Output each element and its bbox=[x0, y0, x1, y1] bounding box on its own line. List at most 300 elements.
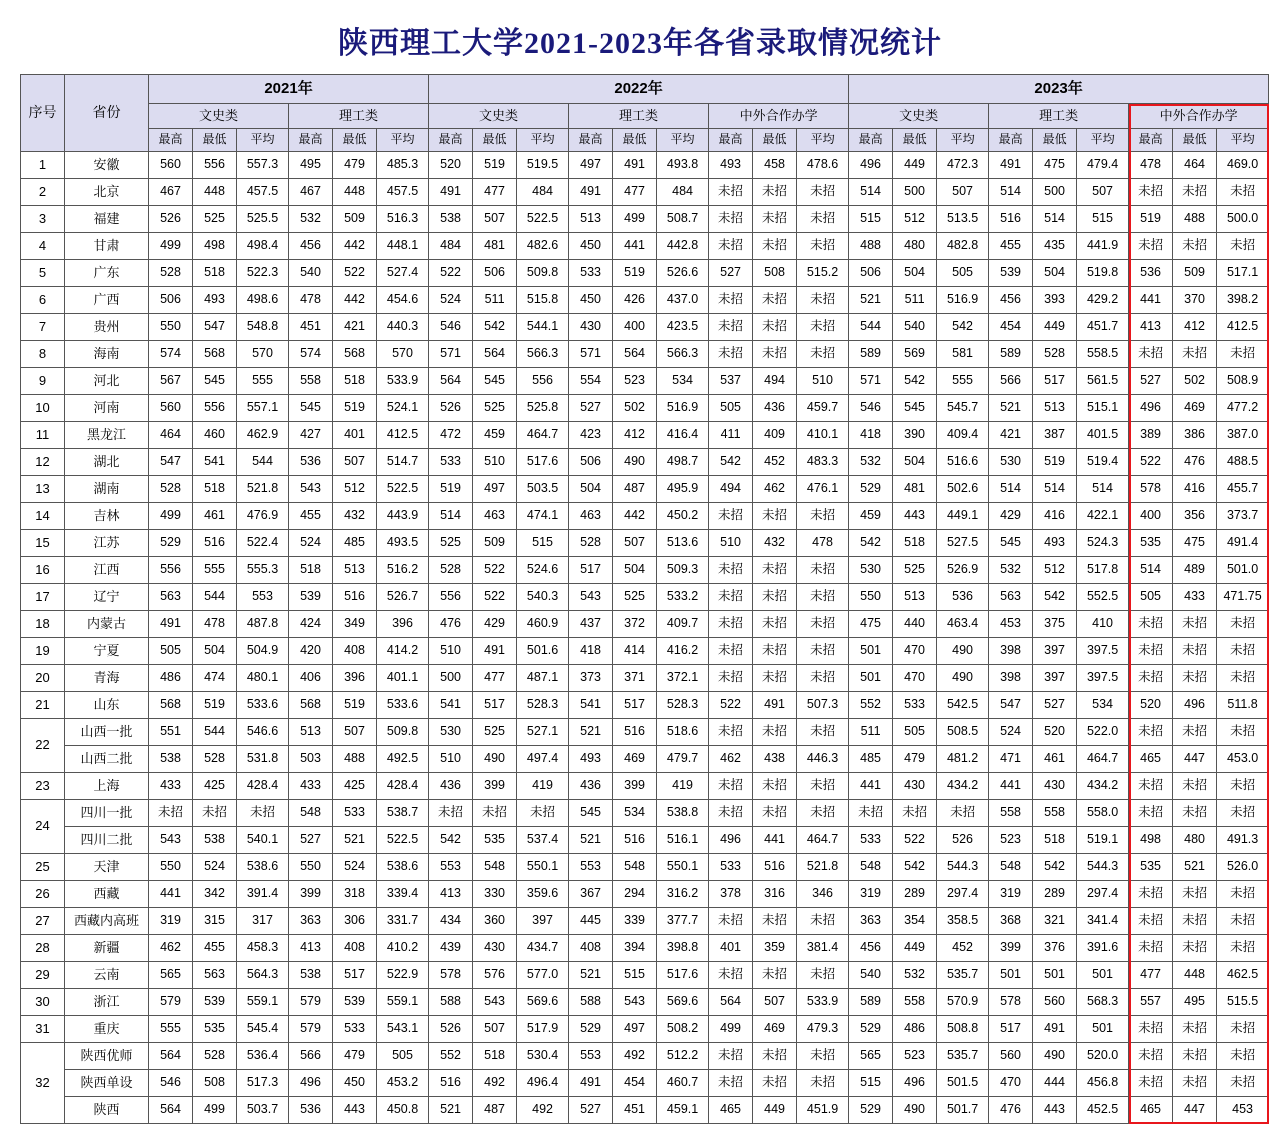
score-cell: 538.8 bbox=[657, 800, 709, 827]
score-cell: 513 bbox=[289, 719, 333, 746]
score-cell: 未招 bbox=[1129, 341, 1173, 368]
score-cell: 496 bbox=[709, 827, 753, 854]
score-cell: 459.1 bbox=[657, 1097, 709, 1124]
score-cell: 523 bbox=[613, 368, 657, 395]
score-cell: 421 bbox=[989, 422, 1033, 449]
score-cell: 未招 bbox=[753, 206, 797, 233]
score-cell: 482.6 bbox=[517, 233, 569, 260]
score-cell: 未招 bbox=[1129, 233, 1173, 260]
row-province: 重庆 bbox=[65, 1016, 149, 1043]
score-cell: 421 bbox=[333, 314, 377, 341]
score-cell: 533 bbox=[429, 449, 473, 476]
header-sub-2-1: 最低 bbox=[473, 129, 517, 152]
score-cell: 未招 bbox=[1173, 881, 1217, 908]
score-cell: 538.7 bbox=[377, 800, 429, 827]
score-cell: 456 bbox=[849, 935, 893, 962]
score-cell: 未招 bbox=[753, 773, 797, 800]
row-index: 1 bbox=[21, 152, 65, 179]
score-cell: 439 bbox=[429, 935, 473, 962]
score-cell: 517 bbox=[1033, 368, 1077, 395]
score-cell: 501 bbox=[1033, 962, 1077, 989]
score-cell: 490 bbox=[473, 746, 517, 773]
score-cell: 406 bbox=[289, 665, 333, 692]
score-cell: 526 bbox=[429, 395, 473, 422]
score-cell: 517 bbox=[569, 557, 613, 584]
score-cell: 412 bbox=[613, 422, 657, 449]
score-cell: 464.7 bbox=[797, 827, 849, 854]
score-cell: 539 bbox=[333, 989, 377, 1016]
score-cell: 437.0 bbox=[657, 287, 709, 314]
row-province: 广西 bbox=[65, 287, 149, 314]
score-cell: 533 bbox=[849, 827, 893, 854]
score-cell: 522.5 bbox=[377, 476, 429, 503]
score-cell: 465 bbox=[1129, 1097, 1173, 1124]
score-cell: 542 bbox=[937, 314, 989, 341]
score-cell: 未招 bbox=[1217, 1043, 1269, 1070]
header-2022-ligong: 理工类 bbox=[569, 104, 709, 129]
score-cell: 470 bbox=[893, 665, 937, 692]
score-cell: 495 bbox=[1173, 989, 1217, 1016]
score-cell: 未招 bbox=[797, 800, 849, 827]
score-cell: 479.3 bbox=[797, 1016, 849, 1043]
header-sub-0-0: 最高 bbox=[149, 129, 193, 152]
row-province: 湖南 bbox=[65, 476, 149, 503]
score-cell: 559.1 bbox=[377, 989, 429, 1016]
score-cell: 541 bbox=[569, 692, 613, 719]
score-cell: 426 bbox=[613, 287, 657, 314]
score-cell: 289 bbox=[1033, 881, 1077, 908]
score-cell: 未招 bbox=[797, 287, 849, 314]
score-cell: 未招 bbox=[753, 1043, 797, 1070]
score-cell: 558 bbox=[893, 989, 937, 1016]
score-cell: 474.1 bbox=[517, 503, 569, 530]
score-cell: 481.2 bbox=[937, 746, 989, 773]
score-cell: 401 bbox=[333, 422, 377, 449]
score-cell: 517.3 bbox=[237, 1070, 289, 1097]
score-cell: 547 bbox=[193, 314, 237, 341]
score-cell: 509.8 bbox=[377, 719, 429, 746]
score-cell: 521 bbox=[569, 827, 613, 854]
score-cell: 未招 bbox=[1217, 233, 1269, 260]
score-cell: 510 bbox=[709, 530, 753, 557]
score-cell: 356 bbox=[1173, 503, 1217, 530]
score-cell: 497 bbox=[613, 1016, 657, 1043]
score-cell: 491 bbox=[473, 638, 517, 665]
score-cell: 501.6 bbox=[517, 638, 569, 665]
score-cell: 未招 bbox=[753, 557, 797, 584]
score-cell: 475 bbox=[1173, 530, 1217, 557]
score-cell: 515.2 bbox=[797, 260, 849, 287]
score-cell: 未招 bbox=[1129, 611, 1173, 638]
score-cell: 461 bbox=[193, 503, 237, 530]
score-cell: 371 bbox=[613, 665, 657, 692]
score-cell: 515.1 bbox=[1077, 395, 1129, 422]
score-cell: 434.2 bbox=[1077, 773, 1129, 800]
score-cell: 556 bbox=[517, 368, 569, 395]
score-cell: 未招 bbox=[797, 908, 849, 935]
score-cell: 526.7 bbox=[377, 584, 429, 611]
row-index: 25 bbox=[21, 854, 65, 881]
score-cell: 未招 bbox=[1217, 179, 1269, 206]
score-cell: 493 bbox=[709, 152, 753, 179]
score-cell: 436 bbox=[753, 395, 797, 422]
score-cell: 未招 bbox=[797, 233, 849, 260]
score-cell: 485.3 bbox=[377, 152, 429, 179]
table-row bbox=[21, 800, 1269, 827]
row-province: 山西二批 bbox=[65, 746, 149, 773]
score-cell: 349 bbox=[333, 611, 377, 638]
score-cell: 289 bbox=[893, 881, 937, 908]
score-cell: 未招 bbox=[797, 584, 849, 611]
score-cell: 541 bbox=[193, 449, 237, 476]
table-row bbox=[21, 179, 1269, 206]
score-cell: 507 bbox=[753, 989, 797, 1016]
score-cell: 555 bbox=[937, 368, 989, 395]
score-cell: 428.4 bbox=[377, 773, 429, 800]
header-2022-wenshi: 文史类 bbox=[429, 104, 569, 129]
score-cell: 506 bbox=[569, 449, 613, 476]
score-cell: 479.4 bbox=[1077, 152, 1129, 179]
table-row bbox=[21, 962, 1269, 989]
score-cell: 399 bbox=[613, 773, 657, 800]
score-cell: 未招 bbox=[709, 638, 753, 665]
score-cell: 未招 bbox=[1217, 881, 1269, 908]
score-cell: 568.3 bbox=[1077, 989, 1129, 1016]
score-cell: 499 bbox=[709, 1016, 753, 1043]
score-cell: 449.1 bbox=[937, 503, 989, 530]
header-sub-3-1: 最低 bbox=[613, 129, 657, 152]
score-cell: 496 bbox=[849, 152, 893, 179]
score-cell: 551 bbox=[149, 719, 193, 746]
score-cell: 442 bbox=[333, 233, 377, 260]
score-cell: 498.4 bbox=[237, 233, 289, 260]
score-cell: 505 bbox=[893, 719, 937, 746]
score-cell: 505 bbox=[1129, 584, 1173, 611]
header-2021-ligong: 理工类 bbox=[289, 104, 429, 129]
score-cell: 569.6 bbox=[657, 989, 709, 1016]
score-cell: 453.0 bbox=[1217, 746, 1269, 773]
score-cell: 508.2 bbox=[657, 1016, 709, 1043]
score-cell: 471 bbox=[989, 746, 1033, 773]
score-cell: 435 bbox=[1033, 233, 1077, 260]
score-cell: 524.6 bbox=[517, 557, 569, 584]
header-sub-6-1: 最低 bbox=[1033, 129, 1077, 152]
score-cell: 477 bbox=[473, 665, 517, 692]
row-index: 5 bbox=[21, 260, 65, 287]
score-cell: 519.5 bbox=[517, 152, 569, 179]
score-cell: 514 bbox=[849, 179, 893, 206]
score-cell: 529 bbox=[849, 1097, 893, 1124]
score-cell: 519.1 bbox=[1077, 827, 1129, 854]
score-cell: 487 bbox=[473, 1097, 517, 1124]
table-row bbox=[21, 395, 1269, 422]
score-cell: 522.9 bbox=[377, 962, 429, 989]
score-cell: 375 bbox=[1033, 611, 1077, 638]
score-cell: 494 bbox=[753, 368, 797, 395]
score-cell: 未招 bbox=[1217, 638, 1269, 665]
score-cell: 538 bbox=[289, 962, 333, 989]
score-cell: 491 bbox=[753, 692, 797, 719]
score-cell: 未招 bbox=[709, 1070, 753, 1097]
score-cell: 458 bbox=[753, 152, 797, 179]
score-cell: 589 bbox=[849, 341, 893, 368]
score-cell: 508 bbox=[753, 260, 797, 287]
score-cell: 496 bbox=[1173, 692, 1217, 719]
score-cell: 430 bbox=[1033, 773, 1077, 800]
score-cell: 441 bbox=[1129, 287, 1173, 314]
score-cell: 未招 bbox=[1217, 719, 1269, 746]
score-cell: 未招 bbox=[753, 287, 797, 314]
score-cell: 453 bbox=[1217, 1097, 1269, 1124]
score-cell: 496 bbox=[1129, 395, 1173, 422]
score-cell: 未招 bbox=[753, 179, 797, 206]
score-cell: 542 bbox=[429, 827, 473, 854]
score-cell: 446.3 bbox=[797, 746, 849, 773]
score-cell: 544 bbox=[237, 449, 289, 476]
score-cell: 未招 bbox=[753, 233, 797, 260]
score-cell: 未招 bbox=[709, 206, 753, 233]
score-cell: 479.7 bbox=[657, 746, 709, 773]
score-cell: 543 bbox=[473, 989, 517, 1016]
score-cell: 359 bbox=[753, 935, 797, 962]
score-cell: 509 bbox=[1173, 260, 1217, 287]
score-cell: 537 bbox=[709, 368, 753, 395]
score-cell: 未招 bbox=[1173, 1043, 1217, 1070]
score-cell: 510 bbox=[797, 368, 849, 395]
row-province: 黑龙江 bbox=[65, 422, 149, 449]
score-cell: 525 bbox=[473, 395, 517, 422]
score-cell: 545 bbox=[893, 395, 937, 422]
score-cell: 未招 bbox=[517, 800, 569, 827]
score-cell: 未招 bbox=[753, 638, 797, 665]
score-cell: 433 bbox=[1173, 584, 1217, 611]
score-cell: 455 bbox=[289, 503, 333, 530]
score-cell: 445 bbox=[569, 908, 613, 935]
score-cell: 未招 bbox=[709, 773, 753, 800]
header-year-2023: 2023年 bbox=[849, 75, 1269, 104]
score-cell: 363 bbox=[849, 908, 893, 935]
score-cell: 521 bbox=[849, 287, 893, 314]
score-cell: 542.5 bbox=[937, 692, 989, 719]
score-cell: 513 bbox=[333, 557, 377, 584]
score-cell: 522 bbox=[709, 692, 753, 719]
score-cell: 519 bbox=[613, 260, 657, 287]
score-cell: 487 bbox=[613, 476, 657, 503]
score-cell: 未招 bbox=[1129, 1070, 1173, 1097]
score-cell: 571 bbox=[429, 341, 473, 368]
score-cell: 548.8 bbox=[237, 314, 289, 341]
score-cell: 527 bbox=[289, 827, 333, 854]
score-cell: 556 bbox=[193, 395, 237, 422]
score-cell: 409 bbox=[753, 422, 797, 449]
row-index: 20 bbox=[21, 665, 65, 692]
row-province: 湖北 bbox=[65, 449, 149, 476]
score-cell: 518 bbox=[333, 368, 377, 395]
row-province: 陕西单设 bbox=[65, 1070, 149, 1097]
score-cell: 553 bbox=[237, 584, 289, 611]
score-cell: 544 bbox=[193, 719, 237, 746]
score-cell: 528 bbox=[193, 1043, 237, 1070]
score-cell: 558.0 bbox=[1077, 800, 1129, 827]
table-row bbox=[21, 314, 1269, 341]
score-cell: 未招 bbox=[1217, 1016, 1269, 1043]
header-sub-5-1: 最低 bbox=[893, 129, 937, 152]
score-cell: 536 bbox=[289, 449, 333, 476]
row-province: 河南 bbox=[65, 395, 149, 422]
score-cell: 533 bbox=[893, 692, 937, 719]
score-cell: 553 bbox=[569, 854, 613, 881]
score-cell: 416 bbox=[1033, 503, 1077, 530]
score-cell: 319 bbox=[989, 881, 1033, 908]
score-cell: 429 bbox=[473, 611, 517, 638]
score-cell: 536.4 bbox=[237, 1043, 289, 1070]
score-cell: 399 bbox=[989, 935, 1033, 962]
score-cell: 491 bbox=[989, 152, 1033, 179]
score-cell: 479 bbox=[333, 152, 377, 179]
score-cell: 515 bbox=[849, 1070, 893, 1097]
score-cell: 508.7 bbox=[657, 206, 709, 233]
header-sub-5-0: 最高 bbox=[849, 129, 893, 152]
score-cell: 544.3 bbox=[1077, 854, 1129, 881]
header-sub-2-0: 最高 bbox=[429, 129, 473, 152]
row-index: 22 bbox=[21, 719, 65, 773]
score-cell: 510 bbox=[429, 638, 473, 665]
score-cell: 394 bbox=[613, 935, 657, 962]
score-cell: 未招 bbox=[753, 908, 797, 935]
score-cell: 418 bbox=[569, 638, 613, 665]
table-row bbox=[21, 1070, 1269, 1097]
score-cell: 418 bbox=[849, 422, 893, 449]
score-cell: 501.0 bbox=[1217, 557, 1269, 584]
score-cell: 456.8 bbox=[1077, 1070, 1129, 1097]
score-cell: 475 bbox=[1033, 152, 1077, 179]
header-sub-3-2: 平均 bbox=[657, 129, 709, 152]
score-cell: 476 bbox=[429, 611, 473, 638]
score-cell: 501.5 bbox=[937, 1070, 989, 1097]
score-cell: 519 bbox=[333, 395, 377, 422]
score-cell: 未招 bbox=[797, 773, 849, 800]
score-cell: 501 bbox=[989, 962, 1033, 989]
score-cell: 422.1 bbox=[1077, 503, 1129, 530]
row-province: 贵州 bbox=[65, 314, 149, 341]
score-cell: 未招 bbox=[1129, 773, 1173, 800]
row-index: 2 bbox=[21, 179, 65, 206]
score-cell: 529 bbox=[849, 476, 893, 503]
score-cell: 390 bbox=[893, 422, 937, 449]
score-cell: 546 bbox=[149, 1070, 193, 1097]
score-cell: 589 bbox=[849, 989, 893, 1016]
score-cell: 528 bbox=[429, 557, 473, 584]
score-cell: 442 bbox=[333, 287, 377, 314]
score-cell: 499 bbox=[149, 503, 193, 530]
header-province: 省份 bbox=[65, 75, 149, 152]
score-cell: 462 bbox=[149, 935, 193, 962]
score-cell: 509 bbox=[333, 206, 377, 233]
score-cell: 318 bbox=[333, 881, 377, 908]
row-index: 24 bbox=[21, 800, 65, 854]
score-cell: 507 bbox=[613, 530, 657, 557]
score-cell: 490 bbox=[613, 449, 657, 476]
score-cell: 557.1 bbox=[237, 395, 289, 422]
score-cell: 未招 bbox=[797, 179, 849, 206]
header-row-year bbox=[21, 75, 1269, 104]
score-cell: 未招 bbox=[1173, 908, 1217, 935]
score-cell: 441 bbox=[613, 233, 657, 260]
score-cell: 490 bbox=[1033, 1043, 1077, 1070]
score-cell: 550.1 bbox=[517, 854, 569, 881]
score-cell: 484 bbox=[517, 179, 569, 206]
score-cell: 544 bbox=[849, 314, 893, 341]
score-cell: 525 bbox=[613, 584, 657, 611]
score-cell: 535 bbox=[193, 1016, 237, 1043]
table-row bbox=[21, 665, 1269, 692]
score-cell: 501 bbox=[1077, 1016, 1129, 1043]
score-cell: 523 bbox=[893, 1043, 937, 1070]
row-province: 云南 bbox=[65, 962, 149, 989]
row-index: 8 bbox=[21, 341, 65, 368]
row-index: 30 bbox=[21, 989, 65, 1016]
score-cell: 507 bbox=[333, 719, 377, 746]
score-cell: 412.5 bbox=[377, 422, 429, 449]
score-cell: 516.2 bbox=[377, 557, 429, 584]
score-cell: 459 bbox=[473, 422, 517, 449]
score-cell: 413 bbox=[1129, 314, 1173, 341]
score-cell: 未招 bbox=[709, 665, 753, 692]
score-cell: 498.7 bbox=[657, 449, 709, 476]
row-index: 3 bbox=[21, 206, 65, 233]
row-province: 河北 bbox=[65, 368, 149, 395]
score-cell: 433 bbox=[149, 773, 193, 800]
score-cell: 未招 bbox=[1129, 881, 1173, 908]
score-cell: 494 bbox=[709, 476, 753, 503]
score-cell: 483.3 bbox=[797, 449, 849, 476]
score-cell: 443.9 bbox=[377, 503, 429, 530]
score-cell: 未招 bbox=[1173, 665, 1217, 692]
score-cell: 548 bbox=[989, 854, 1033, 881]
score-cell: 未招 bbox=[709, 179, 753, 206]
score-cell: 513.5 bbox=[937, 206, 989, 233]
score-cell: 451 bbox=[613, 1097, 657, 1124]
score-cell: 537.4 bbox=[517, 827, 569, 854]
score-cell: 未招 bbox=[797, 1070, 849, 1097]
score-cell: 538 bbox=[193, 827, 237, 854]
score-cell: 561.5 bbox=[1077, 368, 1129, 395]
score-cell: 521.8 bbox=[237, 476, 289, 503]
score-cell: 512.2 bbox=[657, 1043, 709, 1070]
score-cell: 未招 bbox=[1173, 800, 1217, 827]
score-cell: 396 bbox=[333, 665, 377, 692]
score-cell: 513 bbox=[569, 206, 613, 233]
score-cell: 568 bbox=[193, 341, 237, 368]
table-row bbox=[21, 1097, 1269, 1124]
score-cell: 497.4 bbox=[517, 746, 569, 773]
score-cell: 567 bbox=[149, 368, 193, 395]
score-cell: 533 bbox=[333, 800, 377, 827]
score-cell: 408 bbox=[569, 935, 613, 962]
score-cell: 520 bbox=[429, 152, 473, 179]
header-sub-6-2: 平均 bbox=[1077, 129, 1129, 152]
score-cell: 502 bbox=[1173, 368, 1217, 395]
score-cell: 373 bbox=[569, 665, 613, 692]
score-cell: 462.9 bbox=[237, 422, 289, 449]
score-cell: 377.7 bbox=[657, 908, 709, 935]
score-cell: 423.5 bbox=[657, 314, 709, 341]
score-cell: 412 bbox=[1173, 314, 1217, 341]
score-cell: 503 bbox=[289, 746, 333, 773]
score-cell: 未招 bbox=[797, 719, 849, 746]
score-cell: 525 bbox=[473, 719, 517, 746]
score-cell: 525.8 bbox=[517, 395, 569, 422]
